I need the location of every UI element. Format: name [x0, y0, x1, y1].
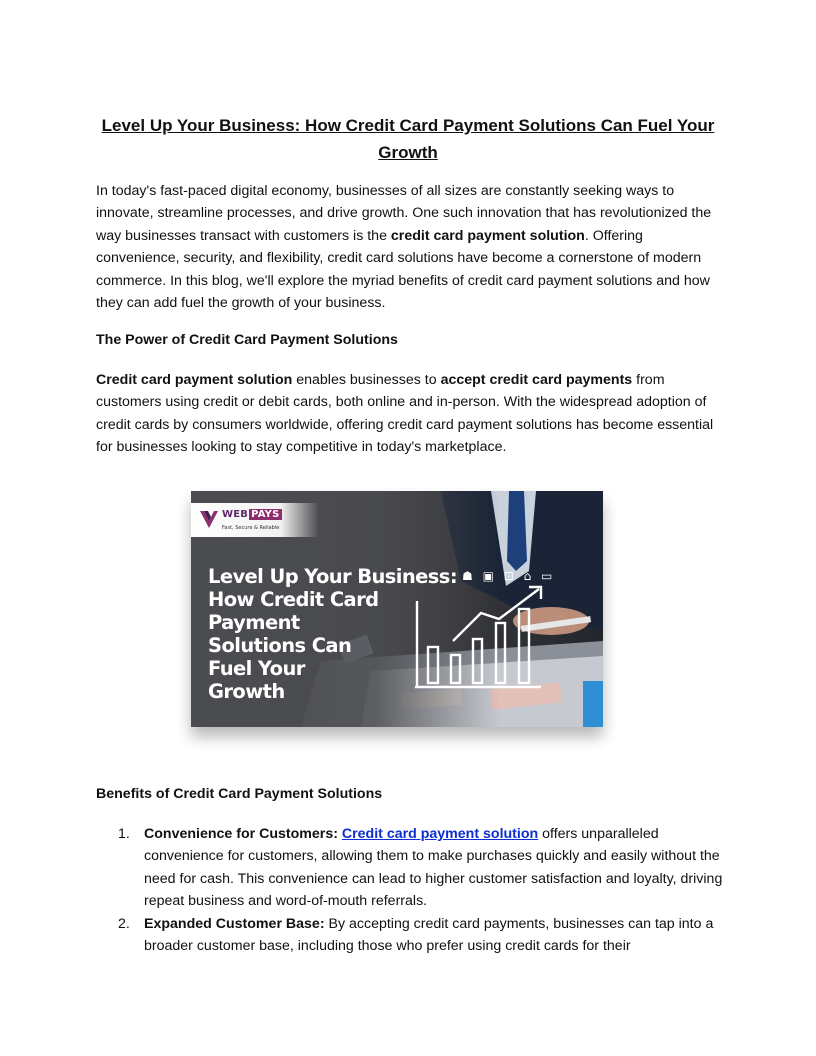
- blog-banner-image: [191, 491, 603, 727]
- benefits-list: [96, 823, 726, 957]
- logo-wordmark: WEB PAYS: [222, 509, 280, 520]
- payment-icons: ☗ ▣ ⊡ ⌂ ▭: [462, 569, 556, 583]
- power-paragraph: Credit card payment solution enables businesses to accept credit card payments from customers using credit or debit cards, both online and in-person. With the widespread adoption of credit cards by consumers worldwide, offering credit card payment solutions has become essential for businesses looking to stay competitive in today's marketplace.: [96, 372, 714, 456]
- document-title: Level Up Your Business: How Credit Card Payment Solutions Can Fuel Your Growth: [101, 116, 715, 162]
- section-heading-power: The Power of Credit Card Payment Solutions: [96, 332, 398, 348]
- list-item: 2. Expanded Customer Base: By accepting credit card payments, businesses can tap into a broader customer base, including those who prefer using credit cards for their: [118, 915, 714, 955]
- intro-paragraph: In today's fast-paced digital economy, businesses of all sizes are constantly seeking ways to innovate, streamline processes, and drive growth. One such innovation that has revolutionized the way businesses transact with customers is the credit card payment solution. Offering convenience, security, and flexibility, credit card solutions have become a cornerstone of modern commerce. In this blog, we'll explore the myriad benefits of credit card payment solutions and how they can add fuel the growth of your business.: [96, 183, 712, 312]
- list-item-label: Convenience for Customers:: [144, 826, 338, 842]
- banner-headline: Level Up Your Business: How Credit Card Payment Solutions Can Fuel Your Growth: [208, 565, 458, 703]
- webpays-logo: [191, 503, 319, 537]
- logo-tagline: Fast, Secure & Reliable: [222, 525, 280, 531]
- webpays-logo-mark-icon: [199, 509, 219, 529]
- section-heading-benefits: Benefits of Credit Card Payment Solutions: [96, 786, 383, 802]
- intro-bold-term: credit card payment solution: [390, 227, 585, 244]
- credit-card-solution-link[interactable]: Credit card payment solution: [341, 826, 539, 842]
- list-item: 1. Convenience for Customers: Credit card payment solution offers unparalleled convenience for customers, allowing them to make purchases quickly and easily without the need for cash. This convenience can lead to higher customer satisfaction and loyalty, driving repeat business and word-of-mouth referrals.: [118, 826, 723, 910]
- list-item-label: Expanded Customer Base:: [144, 915, 325, 932]
